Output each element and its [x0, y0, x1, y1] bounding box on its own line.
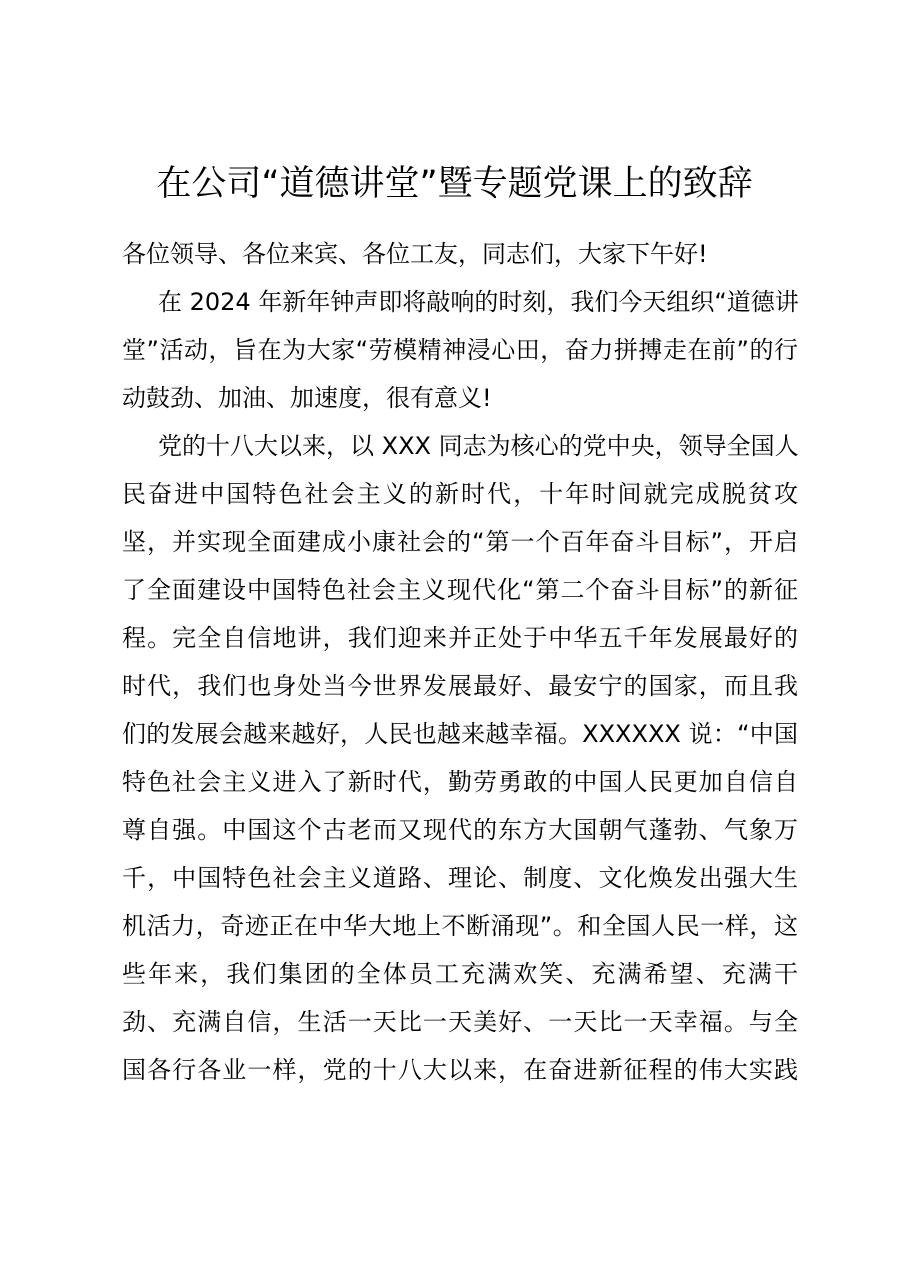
- text-line: 国各行各业一样，党的十八大以来，在奋进新征程的伟大实践: [122, 1056, 798, 1084]
- text-line: 了全面建设中国特色社会主义现代化“第二个奋斗目标”的新征: [122, 576, 798, 604]
- text-line: 尊自强。中国这个古老而又现代的东方大国朝气蓬勃、气象万: [122, 816, 798, 844]
- page-title: 在公司“道德讲堂”暨专题党课上的致辞: [156, 164, 753, 204]
- document-body: [122, 230, 798, 1094]
- text-line: 机活力，奇迹正在中华大地上不断涌现”。和全国人民一样，这: [122, 912, 798, 940]
- text-line: 们的发展会越来越好，人民也越来越幸福。XXXXXX 说：“中国: [122, 720, 798, 748]
- text-line: 千，中国特色社会主义道路、理论、制度、文化焕发出强大生: [122, 864, 798, 892]
- text-line: 民奋进中国特色社会主义的新时代，十年时间就完成脱贫攻: [122, 480, 798, 508]
- text-line: 党的十八大以来，以 XXX 同志为核心的党中央，领导全国人: [158, 432, 799, 460]
- text-line: 时代，我们也身处当今世界发展最好、最安宁的国家，而且我: [122, 672, 798, 700]
- text-line: 坚，并实现全面建成小康社会的“第一个百年奋斗目标”，开启: [122, 528, 798, 556]
- text-line: 动鼓劲、加油、加速度，很有意义!: [122, 384, 492, 412]
- text-line: 堂”活动，旨在为大家“劳模精神浸心田，奋力拼搏走在前”的行: [122, 336, 798, 364]
- text-line: 程。完全自信地讲，我们迎来并正处于中华五千年发展最好的: [122, 624, 798, 652]
- text-line: 特色社会主义进入了新时代，勤劳勇敢的中国人民更加自信自: [122, 768, 798, 796]
- text-line: 在 2024 年新年钟声即将敲响的时刻，我们今天组织“道德讲: [158, 288, 799, 316]
- text-line: 劲、充满自信，生活一天比一天美好、一天比一天幸福。与全: [122, 1008, 798, 1036]
- text-line: 各位领导、各位来宾、各位工友，同志们，大家下午好!: [122, 240, 708, 268]
- text-line: 些年来，我们集团的全体员工充满欢笑、充满希望、充满干: [122, 960, 798, 988]
